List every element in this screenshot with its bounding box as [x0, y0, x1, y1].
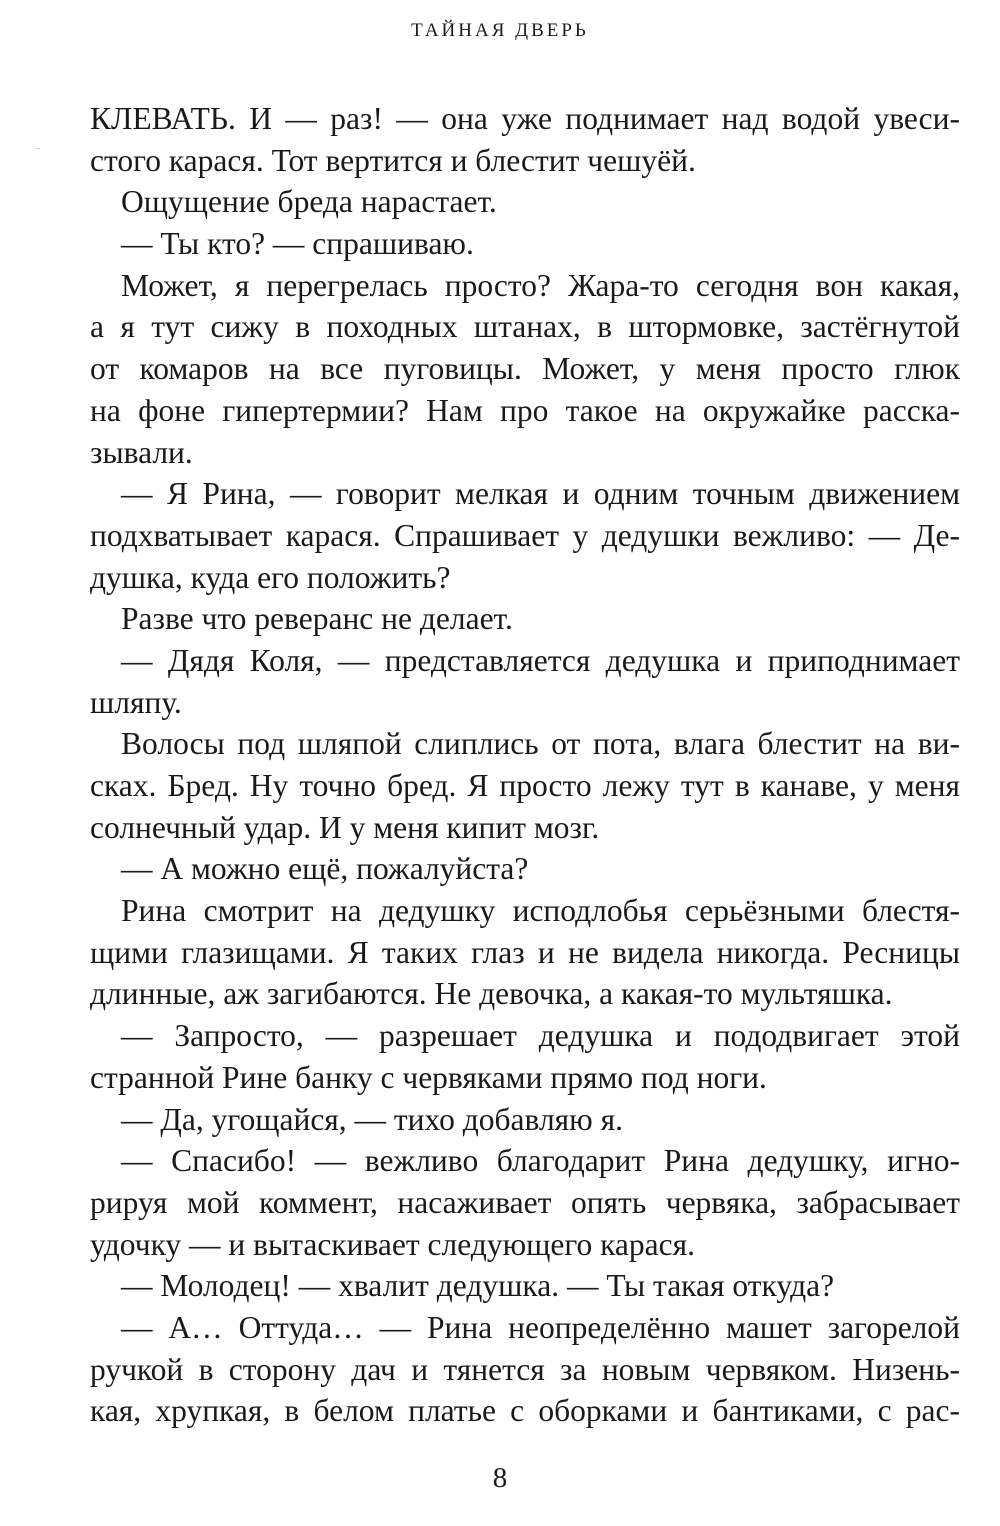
text-line: от комаров на все пуговицы. Может, у меня просто глюк: [90, 351, 960, 387]
running-head: ТАЙНАЯ ДВЕРЬ: [411, 20, 589, 41]
text-line: на фоне гипертермии? Нам про такое на окружайке расска-: [90, 392, 960, 428]
text-line: странной Рине банку с червяками прямо под ноги.: [90, 1059, 767, 1095]
text-line: щими глазищами. Я таких глаз и не видела никогда. Ресницы: [90, 934, 960, 970]
text-line: — Спасибо! — вежливо благодарит Рина дедушку, игно-: [121, 1143, 960, 1179]
text-line: — Ты кто? — спрашиваю.: [121, 226, 474, 262]
text-line: — А… Оттуда… — Рина неопределённо машет загорелой: [121, 1309, 960, 1345]
text-line: Рина смотрит на дедушку исподлобья серьёзными блестя-: [121, 893, 960, 929]
text-line: подхватывает карася. Спрашивает у дедушки вежливо: — Де-: [90, 517, 960, 553]
text-line: душка, куда его положить?: [90, 559, 451, 595]
body-text: [90, 98, 960, 1432]
text-line: — Дядя Коля, — представляется дедушка и приподнимает: [121, 642, 960, 678]
text-line: кая, хрупкая, в белом платье с оборками и бантиками, с рас-: [90, 1393, 960, 1429]
text-line: рируя мой коммент, насаживает опять червяка, забрасывает: [90, 1184, 960, 1220]
text-line: солнечный удар. И у меня кипит мозг.: [90, 809, 600, 845]
text-line: а я тут сижу в походных штанах, в штормовке, застёгнутой: [90, 309, 960, 345]
text-line: — Я Рина, — говорит мелкая и одним точным движением: [121, 476, 960, 512]
text-line: Ощущение бреда нарастает.: [121, 184, 497, 220]
text-line: — Молодец! — хвалит дедушка. — Ты такая откуда?: [121, 1268, 835, 1304]
page-number: 8: [492, 1462, 508, 1494]
text-line: — А можно ещё, пожалуйста?: [121, 851, 529, 887]
text-line: — Запросто, — разрешает дедушка и пододвигает этой: [121, 1018, 960, 1054]
text-line: удочку — и вытаскивает следующего карася.: [90, 1226, 695, 1262]
text-line: КЛЕВАТЬ. И — раз! — она уже поднимает над водой увеси-: [90, 101, 960, 136]
text-line: — Да, угощайся, — тихо добавляю я.: [121, 1101, 623, 1137]
text-line: Может, я перегрелась просто? Жара-то сегодня вон какая,: [121, 267, 960, 303]
text-line: ручкой в сторону дач и тянется за новым червяком. Низень-: [90, 1351, 960, 1387]
text-line: зывали.: [90, 434, 193, 470]
text-line: стого карася. Тот вертится и блестит чешуёй.: [90, 142, 696, 178]
text-line: Разве что реверанс не делает.: [121, 601, 513, 637]
text-line: сках. Бред. Ну точно бред. Я просто лежу тут в канаве, у меня: [90, 768, 960, 803]
text-line: длинные, аж загибаются. Не девочка, а какая-то мультяшка.: [90, 976, 893, 1012]
margin-mark: [36, 148, 40, 149]
text-line: Волосы под шляпой слиплись от пота, влага блестит на ви-: [121, 726, 960, 762]
text-line: шляпу.: [90, 684, 182, 720]
